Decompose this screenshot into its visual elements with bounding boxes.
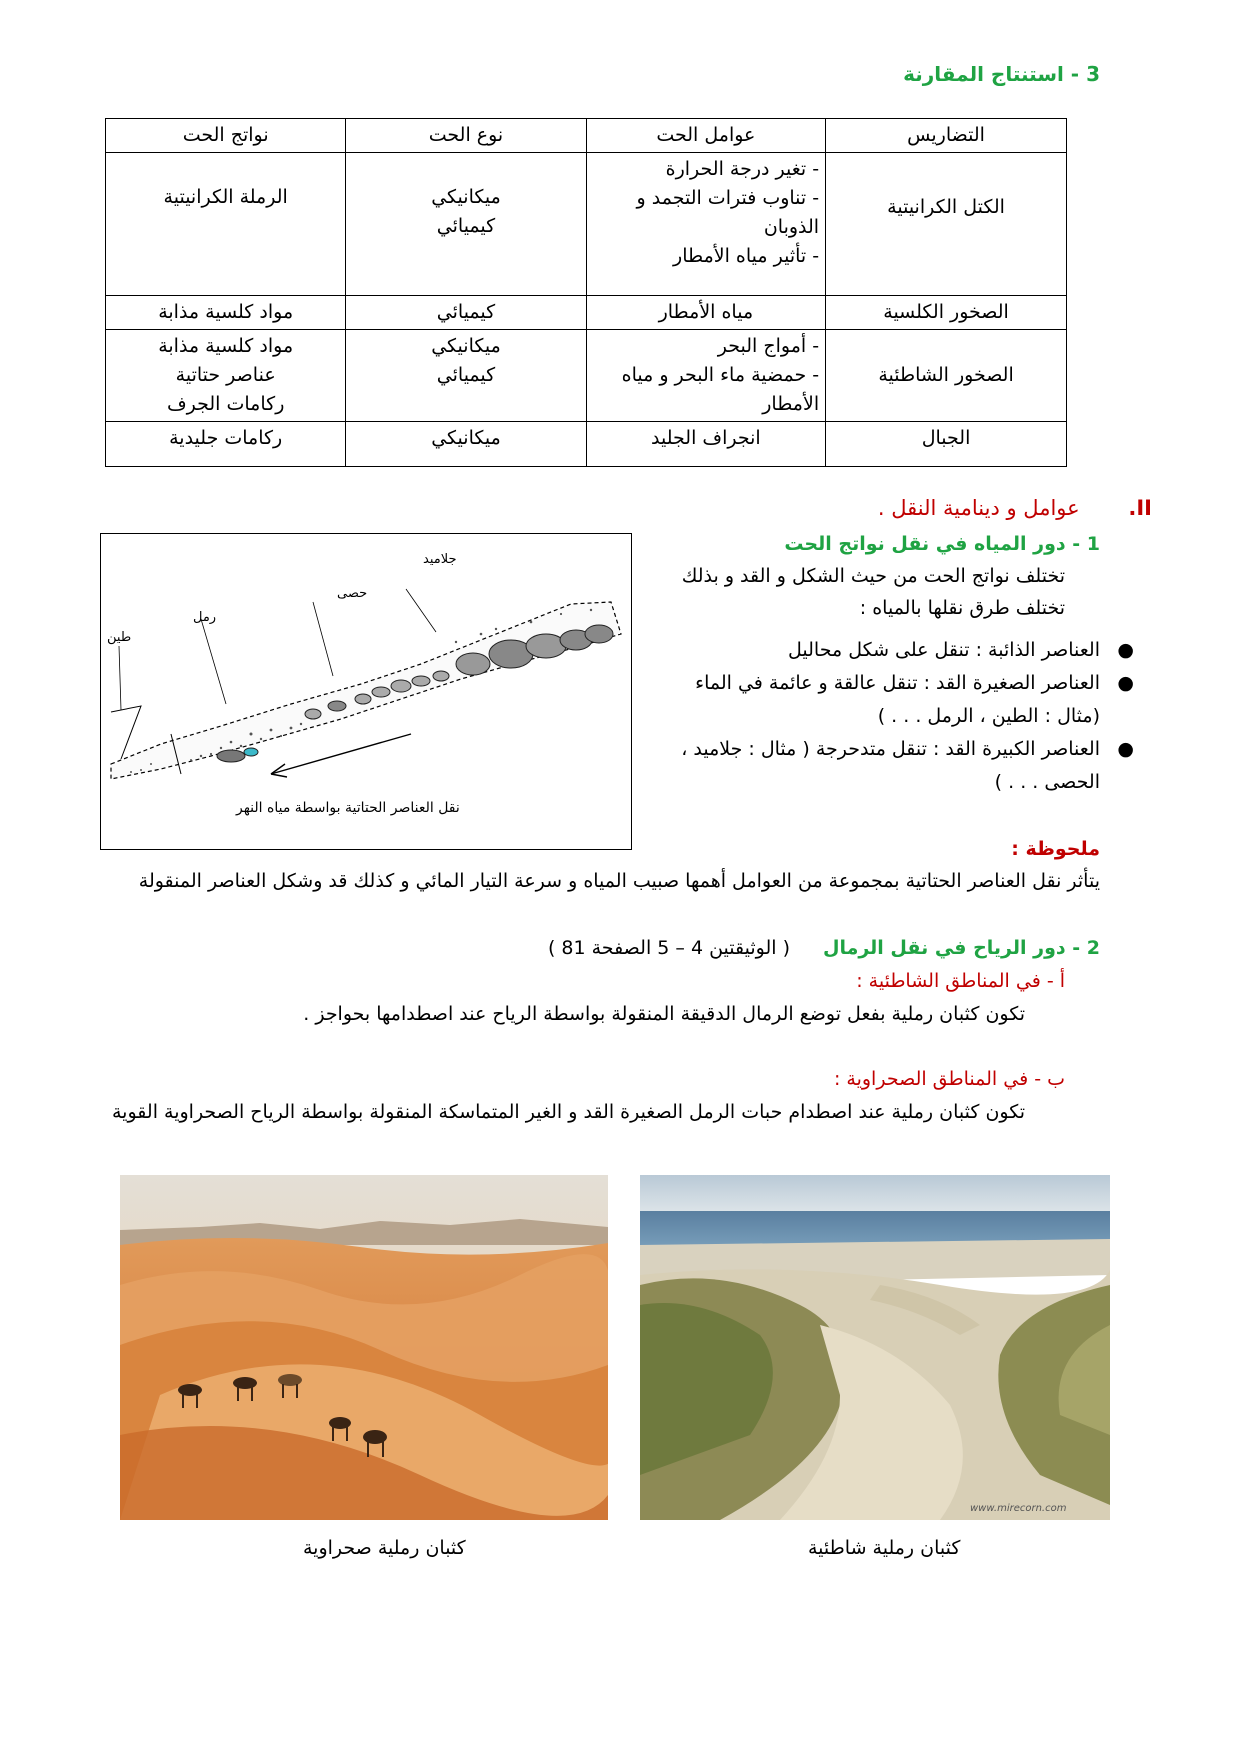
header-type: نوع الحت bbox=[346, 119, 586, 153]
note-text: يتأثر نقل العناصر الحتاتية بمجموعة من العوامل أهمها صبيب المياه و سرعة التيار المائي و كذلك قد وشكل العناصر المنقولة bbox=[138, 870, 1100, 892]
table-row bbox=[106, 330, 1067, 422]
watermark: www.mirecorn.com bbox=[970, 1503, 1067, 1514]
type-line: كيميائي bbox=[436, 215, 496, 237]
bullet-icon: ● bbox=[1117, 738, 1134, 760]
type-line: كيميائي bbox=[436, 364, 496, 386]
factor-line: - أمواج البحر bbox=[717, 335, 820, 357]
transport-list bbox=[620, 634, 1134, 799]
comparison-table bbox=[105, 118, 1067, 467]
table-row bbox=[106, 296, 1067, 330]
product-line: ركامات جليدية bbox=[169, 427, 283, 449]
document-reference: ( الوثيقتين 4 – 5 الصفحة 81 ) bbox=[547, 937, 790, 959]
coastal-dunes-image bbox=[640, 1175, 1110, 1520]
cell-type bbox=[346, 153, 586, 296]
note-label: ملحوظة : bbox=[1011, 838, 1100, 860]
factor-line: مياه الأمطار bbox=[658, 301, 754, 323]
product-line: مواد كلسية مذابة bbox=[158, 335, 294, 357]
bullet-icon: ● bbox=[1117, 672, 1134, 694]
cell-relief: الصخور الشاطئية bbox=[826, 330, 1067, 422]
type-line: كيميائي bbox=[436, 301, 496, 323]
coastal-title: أ - في المناطق الشاطئية : bbox=[856, 970, 1065, 992]
factor-line: - تناوب فترات التجمد و bbox=[636, 187, 820, 209]
desert-caption: كثبان رملية صحراوية bbox=[303, 1537, 466, 1559]
factor-line: - حمضية ماء البحر و مياه bbox=[621, 364, 820, 386]
bullet-icon: ● bbox=[1117, 639, 1134, 661]
coastal-dunes-photo bbox=[640, 1175, 1110, 1520]
desert-text: تكون كثبان رملية عند اصطدام حبات الرمل الصغيرة القد و الغير المتماسكة المنقولة بواسطة الرياح الصحراوية القوية bbox=[112, 1101, 1025, 1123]
cell-factors bbox=[586, 296, 825, 330]
cell-relief: الصخور الكلسية bbox=[826, 296, 1067, 330]
cell-type bbox=[346, 422, 586, 467]
section-3-heading bbox=[903, 62, 1100, 86]
table-header-row bbox=[106, 119, 1067, 153]
section-number: 3 bbox=[1086, 62, 1100, 86]
product-line: الرملة الكرانيتية bbox=[163, 186, 288, 208]
cell-factors bbox=[586, 330, 825, 422]
type-line: ميكانيكي bbox=[431, 427, 501, 449]
list-item-continuation: (مثال : الطين ، الرمل . . . ) bbox=[877, 705, 1100, 727]
section-II-heading bbox=[878, 496, 1152, 520]
intro-line-2: تختلف طرق نقلها بالمياه : bbox=[859, 597, 1065, 619]
list-item: ● العناصر الذائبة : تنقل على شكل محاليل bbox=[620, 634, 1100, 667]
table-row bbox=[106, 153, 1067, 296]
label-boulders: جلاميد bbox=[423, 552, 457, 567]
cell-products bbox=[106, 153, 346, 296]
coastal-text: تكون كثبان رملية بفعل توضع الرمال الدقيقة المنقولة بواسطة الرياح عند اصطدامها بحواجز . bbox=[303, 1003, 1025, 1025]
product-line: ركامات الجرف bbox=[166, 393, 285, 415]
cell-type bbox=[346, 330, 586, 422]
header-relief: التضاريس bbox=[826, 119, 1067, 153]
cell-type bbox=[346, 296, 586, 330]
table-row bbox=[106, 422, 1067, 467]
cell-relief: الكتل الكرانيتية bbox=[826, 153, 1067, 296]
section-title: - استنتاج المقارنة bbox=[903, 62, 1080, 86]
cell-products bbox=[106, 330, 346, 422]
cell-relief: الجبال bbox=[826, 422, 1067, 467]
cell-factors bbox=[586, 422, 825, 467]
desert-dunes-image bbox=[120, 1175, 608, 1520]
cell-products bbox=[106, 296, 346, 330]
list-item: ● العناصر الصغيرة القد : تنقل عالقة و عائمة في الماء bbox=[620, 667, 1100, 700]
subsection-2-title: 2 - دور الرياح في نقل الرمال bbox=[822, 937, 1100, 959]
river-transport-diagram bbox=[100, 533, 632, 850]
cell-factors bbox=[586, 153, 825, 296]
product-line: عناصر حتاتية bbox=[175, 364, 276, 386]
section-title: عوامل و دينامية النقل . bbox=[877, 496, 1080, 520]
factor-line: الأمطار bbox=[762, 393, 820, 415]
desert-dunes-photo bbox=[120, 1175, 608, 1520]
desert-title: ب - في المناطق الصحراوية : bbox=[833, 1068, 1065, 1090]
product-line: مواد كلسية مذابة bbox=[158, 301, 294, 323]
factor-line: - تغير درجة الحرارة bbox=[665, 158, 820, 180]
cell-products bbox=[106, 422, 346, 467]
label-sand: رمل bbox=[193, 610, 217, 625]
label-pebbles: حصى bbox=[337, 586, 368, 601]
intro-line-1: تختلف نواتج الحت من حيث الشكل و القد و بذلك bbox=[681, 565, 1065, 587]
factor-line: الذوبان bbox=[763, 216, 820, 238]
type-line: ميكانيكي bbox=[431, 335, 501, 357]
header-factors: عوامل الحت bbox=[586, 119, 825, 153]
factor-line: انجراف الجليد bbox=[651, 427, 761, 449]
list-item: ● العناصر الكبيرة القد : تنقل متدحرجة ( مثال : جلاميد ، bbox=[620, 733, 1100, 766]
factor-line: - تأثير مياه الأمطار bbox=[673, 245, 820, 267]
section-numeral: II. bbox=[1128, 496, 1152, 520]
type-line: ميكانيكي bbox=[431, 186, 501, 208]
diagram-caption: نقل العناصر الحتاتية بواسطة مياه النهر bbox=[236, 800, 460, 816]
subsection-1-title: 1 - دور المياه في نقل نواتج الحت bbox=[784, 533, 1100, 555]
coastal-caption: كثبان رملية شاطئية bbox=[808, 1537, 961, 1559]
label-clay: طين bbox=[107, 630, 132, 645]
list-item-continuation: الحصى . . . ) bbox=[994, 771, 1100, 793]
header-products: نواتج الحت bbox=[106, 119, 346, 153]
